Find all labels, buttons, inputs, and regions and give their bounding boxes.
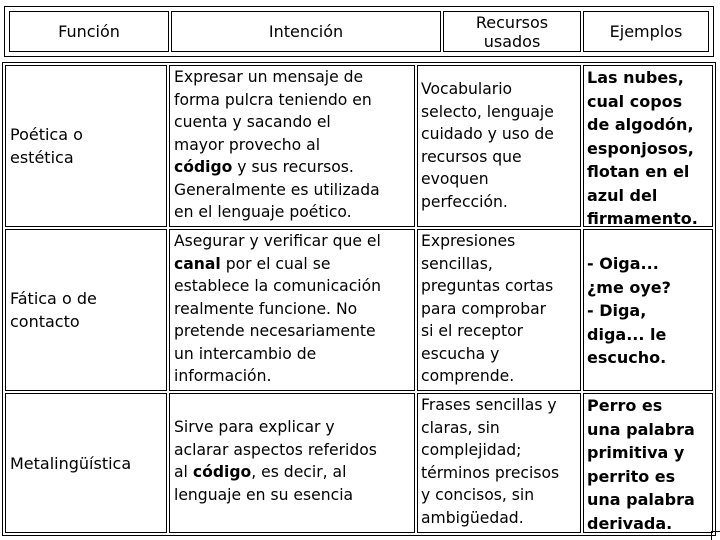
ejemplos-line: una palabra — [587, 419, 695, 439]
cell-intencion-row-3 — [169, 393, 415, 533]
cell-funcion-row-2 — [5, 229, 167, 391]
page-corner-mark — [711, 531, 720, 540]
ejemplos-line: una palabra — [587, 490, 695, 509]
recursos-line: términos precisos — [421, 463, 560, 482]
text-segment: en el lenguaje poético. — [174, 203, 352, 221]
intencion-text — [170, 66, 414, 224]
funcion-text — [10, 123, 83, 169]
cell-intencion-row-2 — [169, 229, 415, 391]
intencion-line — [174, 201, 414, 224]
text-segment: forma pulcra teniendo en — [174, 90, 372, 109]
recursos-line: complejidad; — [421, 441, 522, 459]
cell-ejemplos-row-1 — [583, 65, 713, 227]
text-segment: cuenta y sacando el — [174, 113, 331, 131]
recursos-line: ambigüedad. — [421, 508, 524, 527]
intencion-line — [174, 343, 414, 366]
recursos-line: claras, sin — [421, 418, 500, 437]
recursos-text — [418, 66, 580, 213]
ejemplos-text — [587, 66, 712, 227]
text-segment: mayor provecho al — [174, 135, 321, 154]
ejemplos-line: Las nubes, — [587, 68, 684, 87]
recursos-line: perfección. — [421, 192, 508, 211]
funcion-text — [10, 287, 97, 333]
header-intencion: Intención — [171, 11, 441, 52]
intencion-line — [174, 416, 414, 439]
recursos-line: para comprobar — [421, 299, 547, 318]
recursos-line: sencillas, — [421, 254, 493, 273]
recursos-line: y concisos, sin — [421, 486, 535, 504]
recursos-line: evoquen — [421, 170, 489, 188]
text-segment: realmente funcione. No — [174, 299, 358, 318]
recursos-line: Expresiones — [421, 232, 516, 250]
text-segment: Sirve para explicar y — [174, 418, 335, 436]
functions-table — [2, 62, 716, 536]
text-segment: Asegurar y verificar que el — [174, 232, 381, 250]
ejemplos-line: de algodón, — [587, 115, 694, 134]
text-segment: información. — [174, 367, 272, 385]
ejemplos-line: derivada. — [587, 513, 673, 533]
cell-ejemplos-row-2 — [583, 229, 713, 391]
bold-keyword: canal — [174, 254, 221, 273]
text-segment: , es decir, al — [251, 463, 347, 481]
funcion-line: contacto — [10, 312, 80, 331]
intencion-line — [174, 439, 414, 462]
recursos-line: Vocabulario — [421, 80, 513, 98]
cell-intencion-row-1 — [169, 65, 415, 227]
bold-keyword: código — [174, 158, 233, 176]
ejemplos-text — [587, 230, 712, 370]
funcion-line: Metalingüística — [10, 453, 132, 473]
text-segment: por el cual se — [220, 254, 331, 273]
recursos-text — [418, 230, 580, 388]
recursos-line: si el receptor — [421, 322, 524, 340]
ejemplos-line: - Oiga... — [587, 254, 659, 273]
intencion-line — [174, 66, 414, 89]
intencion-line — [174, 461, 414, 484]
ejemplos-line: primitiva y — [587, 443, 685, 462]
intencion-line — [174, 253, 414, 276]
recursos-line: comprende. — [421, 367, 515, 385]
text-segment: y sus recursos. — [232, 158, 354, 176]
intencion-line — [174, 230, 414, 253]
intencion-line — [174, 484, 414, 507]
header-funcion: Función — [9, 11, 169, 52]
text-segment: establece la comunicación — [174, 277, 382, 295]
funcion-line: estética — [10, 148, 74, 167]
intencion-line — [174, 179, 414, 202]
header-recursos: Recursos usados — [443, 11, 581, 52]
text-segment: al — [174, 463, 193, 481]
ejemplos-line: perrito es — [587, 466, 676, 486]
intencion-line — [174, 275, 414, 298]
ejemplos-line: Perro es — [587, 396, 663, 415]
funcion-line: Fática o de — [10, 289, 97, 308]
recursos-line: escucha y — [421, 344, 500, 363]
funcion-line: Poética o — [10, 125, 83, 144]
text-segment: un intercambio de — [174, 344, 317, 363]
intencion-line — [174, 156, 414, 179]
ejemplos-line: firmamento. — [587, 209, 698, 227]
cell-recursos-row-2 — [417, 229, 581, 391]
text-segment: Expresar un mensaje de — [174, 68, 364, 86]
cell-funcion-row-1 — [5, 65, 167, 227]
ejemplos-line: flotan en el — [587, 162, 690, 181]
text-segment: Generalmente es utilizada — [174, 180, 380, 199]
cell-ejemplos-row-3 — [583, 393, 713, 533]
ejemplos-line: escucho. — [587, 348, 667, 367]
ejemplos-line: azul del — [587, 185, 658, 205]
cell-recursos-row-3 — [417, 393, 581, 533]
funcion-text — [10, 452, 131, 475]
cell-funcion-row-3 — [5, 393, 167, 533]
intencion-line — [174, 365, 414, 388]
header-ejemplos: Ejemplos — [583, 11, 709, 52]
recursos-text — [418, 394, 580, 529]
intencion-line — [174, 134, 414, 157]
ejemplos-line: - Diga, — [587, 301, 647, 320]
recursos-line: cuidado y uso de — [421, 125, 554, 143]
text-segment: pretende necesariamente — [174, 322, 376, 340]
recursos-line: selecto, lenguaje — [421, 102, 554, 121]
ejemplos-line: esponjosos, — [587, 138, 694, 158]
text-segment: aclarar aspectos referidos — [174, 440, 377, 459]
intencion-line — [174, 320, 414, 343]
recursos-line: recursos que — [421, 147, 522, 166]
ejemplos-text — [587, 394, 712, 533]
ejemplos-line: diga... le — [587, 324, 667, 344]
intencion-line — [174, 111, 414, 134]
text-segment: lenguaje en su esencia — [174, 485, 354, 504]
intencion-text — [170, 230, 414, 388]
cell-recursos-row-1 — [417, 65, 581, 227]
intencion-text — [170, 394, 414, 506]
intencion-line — [174, 89, 414, 112]
ejemplos-line: cual copos — [587, 91, 683, 111]
header-table — [4, 6, 714, 57]
recursos-line: preguntas cortas — [421, 277, 554, 295]
intencion-line — [174, 298, 414, 321]
bold-keyword: código — [192, 463, 252, 481]
ejemplos-line: ¿me oye? — [587, 277, 671, 297]
recursos-line: Frases sencillas y — [421, 396, 557, 414]
